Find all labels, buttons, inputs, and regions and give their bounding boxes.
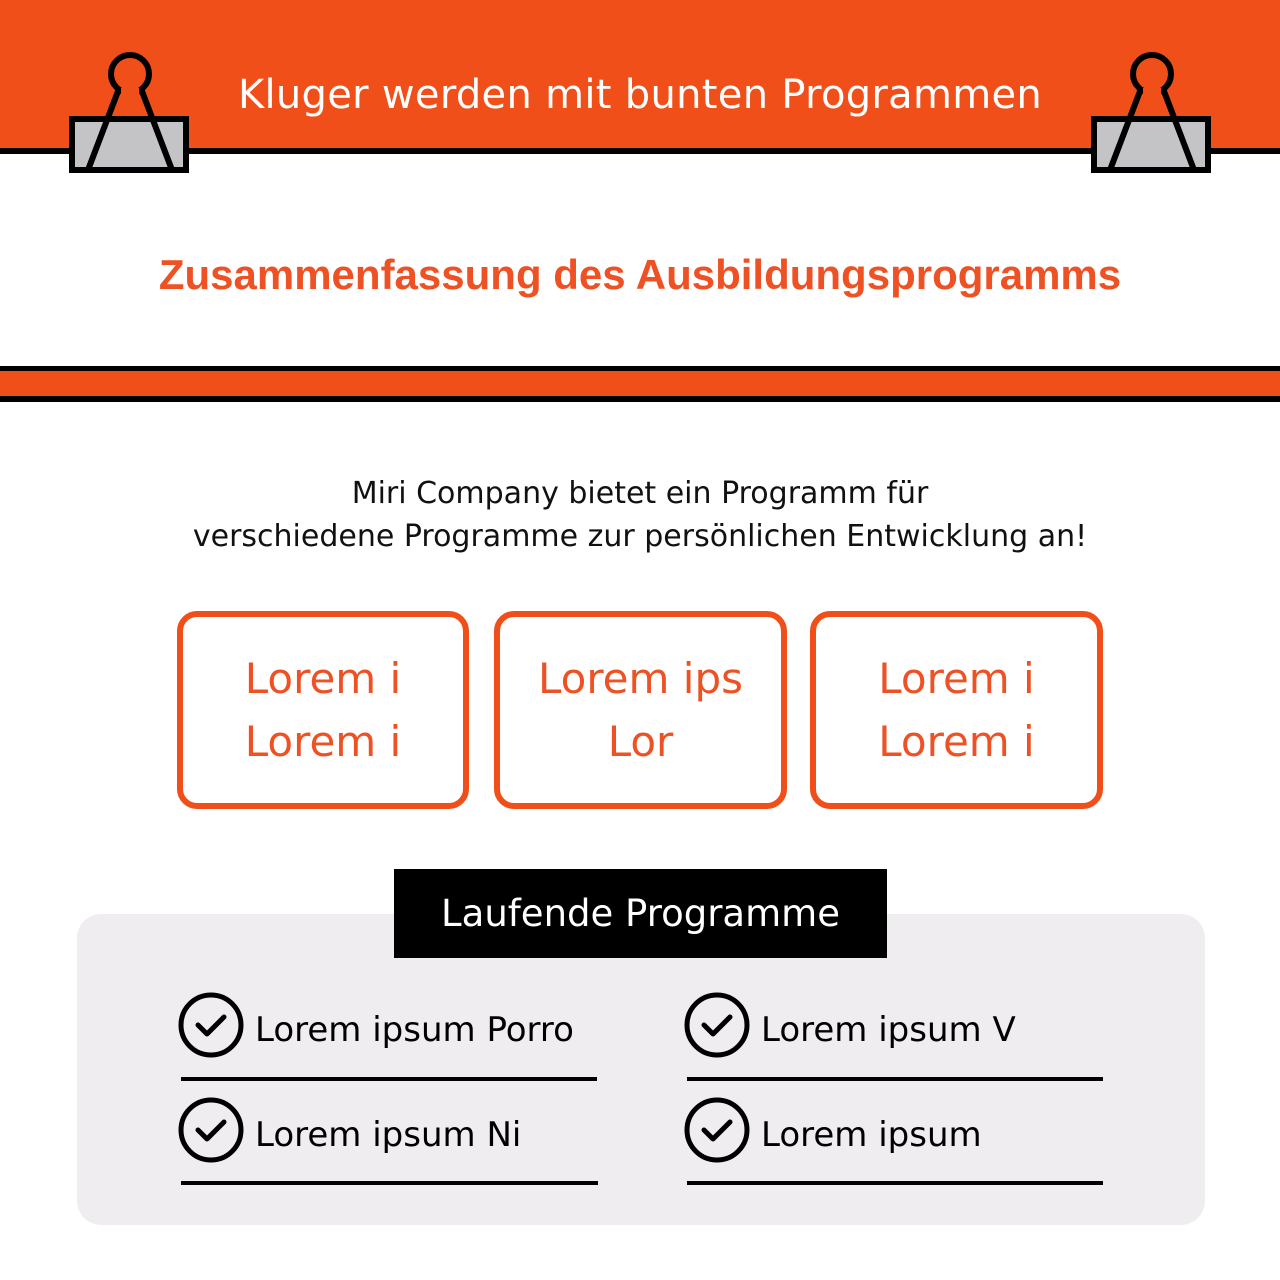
binder-clip-icon — [1086, 48, 1236, 178]
page-title: Zusammenfassung des Ausbildungsprogramms — [158, 251, 1122, 298]
card-line-2: Lorem i — [244, 717, 402, 766]
list-item-label: Lorem ipsum Ni — [255, 1115, 522, 1155]
list-item-label: Lorem ipsum Porro — [255, 1010, 574, 1050]
list-item — [684, 1097, 1104, 1167]
card-line-2: Lor — [607, 717, 674, 766]
list-item — [178, 1097, 598, 1167]
check-circle-icon — [684, 992, 750, 1058]
banner-title: Kluger werden mit bunten Programmen — [237, 72, 1043, 118]
running-programs-title: Laufende Programme — [394, 869, 887, 958]
card-line-1: Lorem i — [878, 654, 1035, 703]
card-line-1: Lorem i — [244, 654, 402, 703]
program-card — [494, 611, 787, 809]
intro-line-1: Miri Company bietet ein Programm für — [351, 476, 929, 511]
list-item-label: Lorem ipsum V — [761, 1010, 1016, 1050]
running-programs-panel — [77, 914, 1205, 1225]
check-circle-icon — [178, 1097, 244, 1163]
program-card — [177, 611, 469, 809]
divider-band — [0, 371, 1280, 396]
intro-line-2: verschiedene Programme zur persönlichen Entwicklung an! — [192, 519, 1088, 554]
binder-clip-icon — [64, 48, 214, 178]
list-item-label: Lorem ipsum — [761, 1115, 982, 1155]
check-circle-icon — [684, 1097, 750, 1163]
item-underline — [181, 1077, 597, 1081]
item-underline — [687, 1077, 1103, 1081]
divider-line — [0, 396, 1280, 402]
check-circle-icon — [178, 992, 244, 1058]
card-line-1: Lorem ips — [537, 654, 744, 703]
list-item — [684, 992, 1104, 1062]
item-underline — [687, 1181, 1103, 1185]
intro-text — [0, 472, 1280, 558]
item-underline — [181, 1181, 598, 1185]
program-card — [810, 611, 1103, 809]
list-item — [178, 992, 598, 1062]
card-line-2: Lorem i — [878, 717, 1035, 766]
